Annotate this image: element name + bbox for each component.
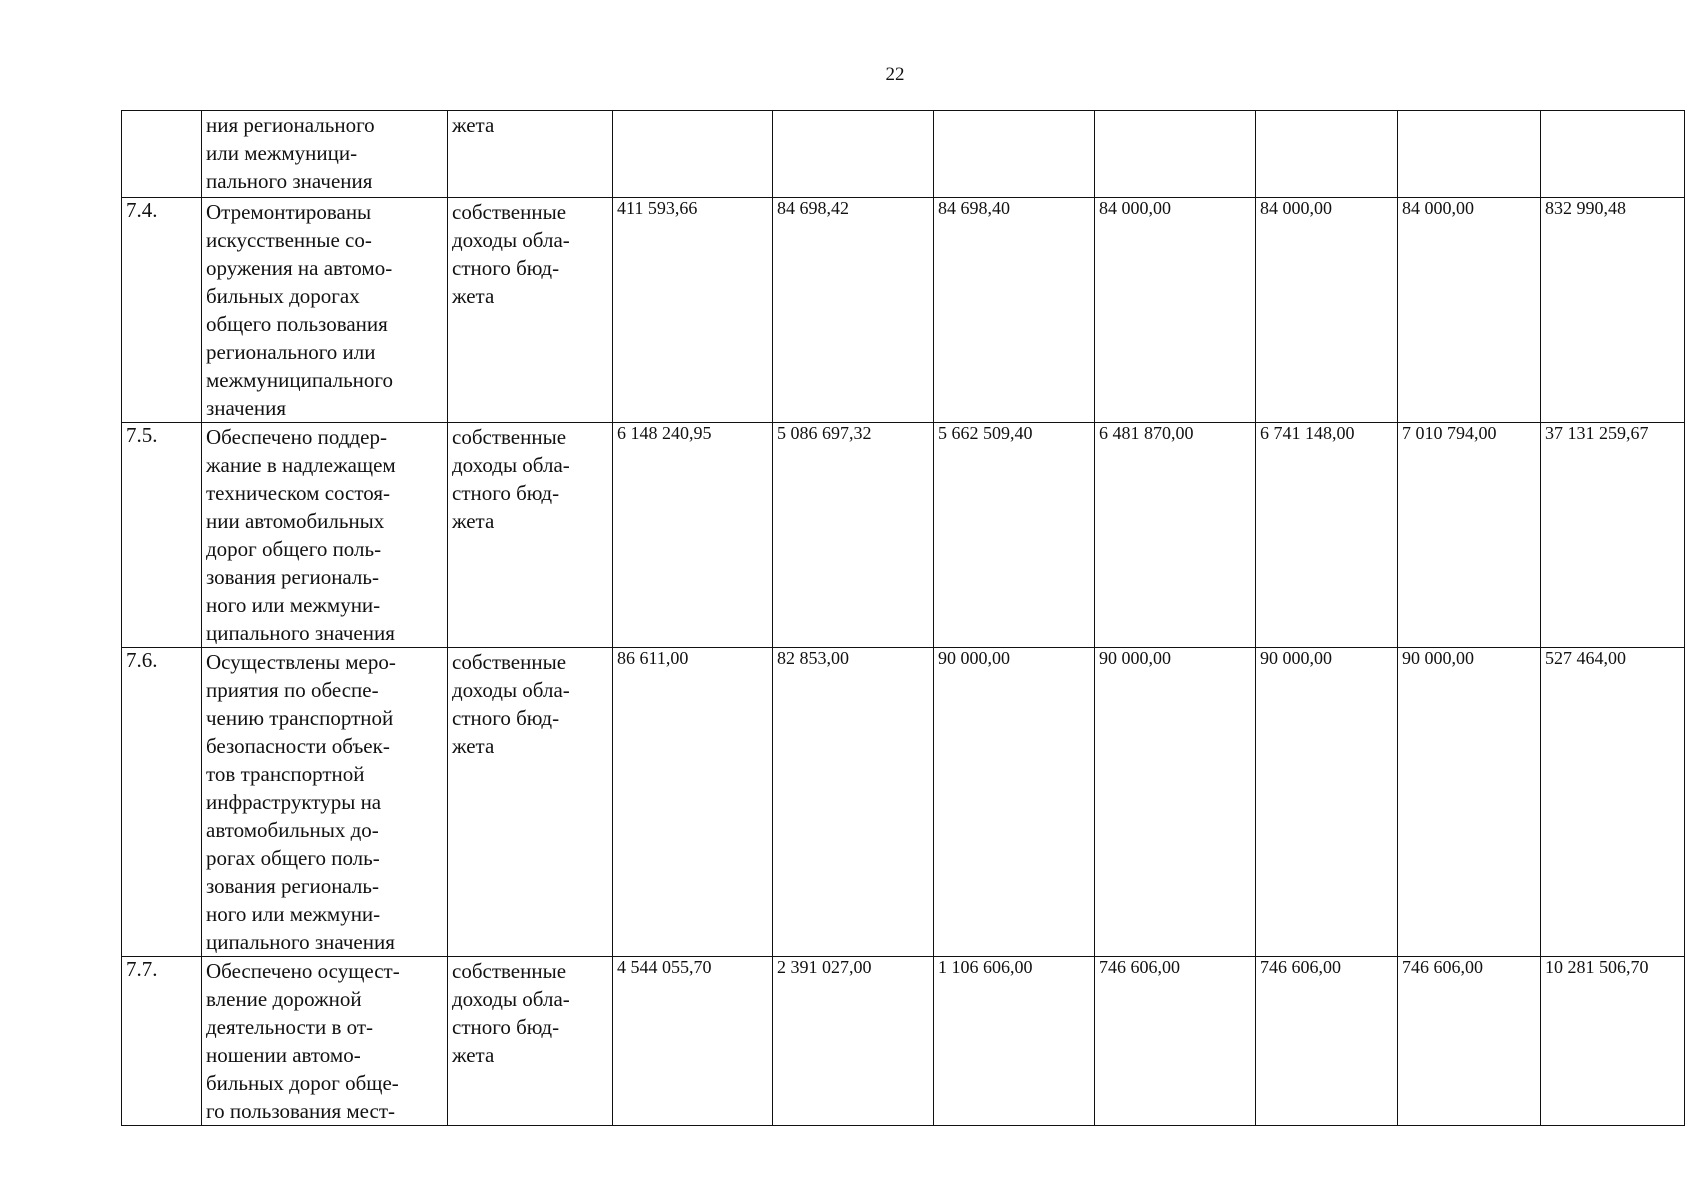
budget-table: [121, 110, 1685, 1126]
value-cell: [773, 111, 934, 198]
activity-name: Отремонтированы искусственные со- оружения на автомо- бильных дорогах общего пользования регионального или межмуниципального значения: [202, 198, 448, 423]
value-cell: [613, 111, 773, 198]
value-cell: 746 606,00: [1095, 957, 1256, 1126]
total-cell: 832 990,48: [1541, 198, 1685, 423]
row-number: 7.5.: [122, 423, 202, 648]
value-cell: [1256, 111, 1398, 198]
value-cell: 5 086 697,32: [773, 423, 934, 648]
row-number: 7.7.: [122, 957, 202, 1126]
funding-source: собственные доходы обла- стного бюд- жета: [448, 423, 613, 648]
value-cell: 90 000,00: [934, 648, 1095, 957]
total-cell: [1541, 111, 1685, 198]
page-number: 22: [885, 64, 905, 85]
value-cell: 746 606,00: [1256, 957, 1398, 1126]
value-cell: 86 611,00: [613, 648, 773, 957]
value-cell: [1398, 111, 1541, 198]
value-cell: 82 853,00: [773, 648, 934, 957]
funding-source: жета: [448, 111, 613, 198]
table-row: [122, 198, 1685, 423]
row-number: 7.4.: [122, 198, 202, 423]
table-row: [122, 648, 1685, 957]
value-cell: 6 148 240,95: [613, 423, 773, 648]
value-cell: 90 000,00: [1095, 648, 1256, 957]
value-cell: 746 606,00: [1398, 957, 1541, 1126]
value-cell: 1 106 606,00: [934, 957, 1095, 1126]
table-row: [122, 957, 1685, 1126]
total-cell: 10 281 506,70: [1541, 957, 1685, 1126]
total-cell: 37 131 259,67: [1541, 423, 1685, 648]
value-cell: 6 481 870,00: [1095, 423, 1256, 648]
activity-name: Обеспечено поддер- жание в надлежащем техническом состоя- нии автомобильных дорог общего поль- зования региональ- ного или межмуни- ципального значения: [202, 423, 448, 648]
value-cell: 7 010 794,00: [1398, 423, 1541, 648]
funding-source: собственные доходы обла- стного бюд- жета: [448, 648, 613, 957]
activity-name: ния регионального или межмуници- пального значения: [202, 111, 448, 198]
table-row: [122, 423, 1685, 648]
value-cell: 84 698,40: [934, 198, 1095, 423]
value-cell: 411 593,66: [613, 198, 773, 423]
row-number: 7.6.: [122, 648, 202, 957]
value-cell: 90 000,00: [1398, 648, 1541, 957]
row-number: [122, 111, 202, 198]
value-cell: 2 391 027,00: [773, 957, 934, 1126]
value-cell: [934, 111, 1095, 198]
table-row: [122, 111, 1685, 198]
value-cell: 4 544 055,70: [613, 957, 773, 1126]
activity-name: Осуществлены меро- приятия по обеспе- чению транспортной безопасности объек- тов транспортной инфраструктуры на автомобильных до- рогах общего поль- зования региональ- ного или межмуни- ципального значения: [202, 648, 448, 957]
value-cell: 5 662 509,40: [934, 423, 1095, 648]
funding-source: собственные доходы обла- стного бюд- жета: [448, 957, 613, 1126]
value-cell: [1095, 111, 1256, 198]
value-cell: 6 741 148,00: [1256, 423, 1398, 648]
activity-name: Обеспечено осущест- вление дорожной деятельности в от- ношении автомо- бильных дорог обще- го пользования мест-: [202, 957, 448, 1126]
value-cell: 84 000,00: [1398, 198, 1541, 423]
value-cell: 84 000,00: [1256, 198, 1398, 423]
value-cell: 84 000,00: [1095, 198, 1256, 423]
value-cell: 84 698,42: [773, 198, 934, 423]
funding-source: собственные доходы обла- стного бюд- жета: [448, 198, 613, 423]
value-cell: 90 000,00: [1256, 648, 1398, 957]
total-cell: 527 464,00: [1541, 648, 1685, 957]
